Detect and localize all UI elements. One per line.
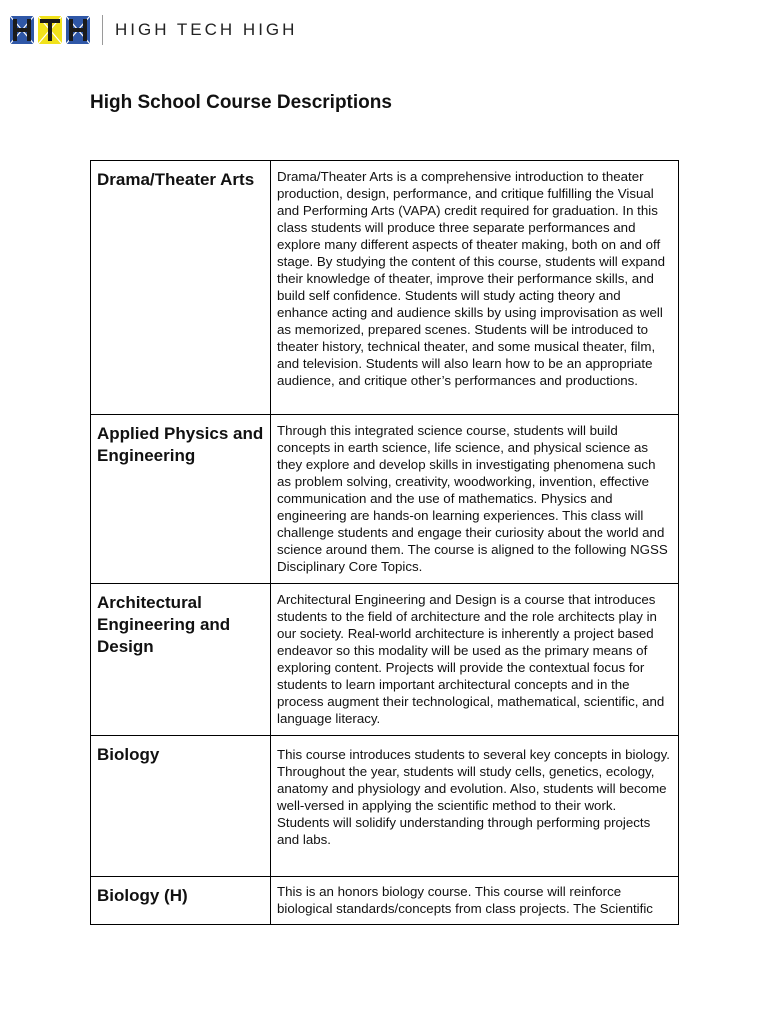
course-description: Architectural Engineering and Design is a course that introduces students to the field of architecture and the role architects play in our society. Real-world architecture is inherently a project based endeavor so this modality will be used as the primary means of exploring content. Projects will provide the contextual focus for students to learn important architectural concepts and in the process augment their technological, mathematical, scientific, and language literacy. [271,584,679,736]
course-description: This is an honors biology course. This course will reinforce biological standards/concepts from class projects. The Scientific [271,877,679,925]
course-row-drama [91,161,679,415]
logo-h-mark-2 [66,16,90,44]
logo-t-mark [38,16,62,44]
course-description: This course introduces students to several key concepts in biology. Throughout the year, students will study cells, genetics, ecology, anatomy and physiology and evolution. Also, students will become well-versed in applying the scientific method to their work. Students will solidify understanding through performing projects and labs. [271,736,679,877]
course-row-architectural [91,584,679,736]
logo-divider [102,15,103,45]
course-name: Applied Physics and Engineering [91,415,271,584]
course-name: Biology [91,736,271,877]
course-row-biology [91,736,679,877]
course-description: Drama/Theater Arts is a comprehensive introduction to theater production, design, performance, and critique fulfilling the Visual and Performing Arts (VAPA) credit required for graduation. In this class students will produce three separate performances and explore many different aspects of theater making, both on and off stage. By studying the content of this course, students will expand their knowledge of theater, improve their performance skills, and build self confidence. Students will study acting theory and enhance acting and audience skills by using improvisation as well as memorized, prepared scenes. Students will be introduced to theater history, technical theater, and some musical theater, film, and television. Students will also learn how to be an appropriate audience, and critique other’s performances and productions. [271,161,679,415]
course-row-biology-honors [91,877,679,925]
course-row-applied-physics [91,415,679,584]
course-name: Biology (H) [91,877,271,925]
hth-logo[interactable] [10,16,90,44]
logo-h-mark [10,16,34,44]
course-description: Through this integrated science course, students will build concepts in earth science, life science, and physical science as they explore and develop skills in investigating phenomena such as problem solving, creativity, woodworking, invention, effective communication and the use of mathematics. Physics and engineering are hands-on learning experiences. This class will challenge students and engage their curiosity about the world and science around them. The course is aligned to the following NGSS Disciplinary Core Topics. [271,415,679,584]
page-title: High School Course Descriptions [90,92,392,113]
course-name: Drama/Theater Arts [91,161,271,415]
brand-name: HIGH TECH HIGH [115,20,298,39]
course-name: Architectural Engineering and Design [91,584,271,736]
site-header [10,14,297,46]
course-table [90,160,679,925]
